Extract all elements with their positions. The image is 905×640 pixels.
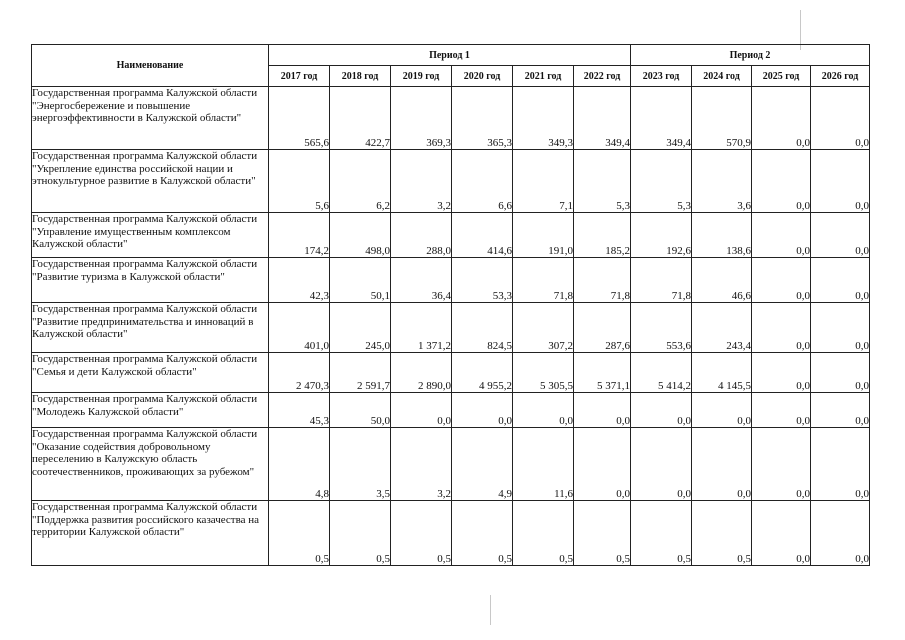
value-cell: 0,0 [811,303,870,353]
value-cell: 0,0 [692,428,752,501]
value-cell: 185,2 [574,213,631,258]
year-header: 2017 год [269,66,330,87]
name-column-header: Наименование [32,45,269,87]
table-row [32,393,870,428]
value-cell: 4,9 [452,428,513,501]
year-header: 2019 год [391,66,452,87]
value-cell: 0,5 [692,501,752,566]
value-cell: 0,0 [752,353,811,393]
table-row [32,213,870,258]
value-cell: 0,5 [391,501,452,566]
value-cell: 0,5 [574,501,631,566]
period-1-header: Период 1 [269,45,631,66]
value-cell: 0,5 [330,501,391,566]
value-cell: 11,6 [513,428,574,501]
value-cell: 0,0 [752,258,811,303]
value-cell: 0,0 [752,150,811,213]
value-cell: 307,2 [513,303,574,353]
value-cell: 3,2 [391,428,452,501]
table-row [32,87,870,150]
value-cell: 0,0 [452,393,513,428]
value-cell: 2 591,7 [330,353,391,393]
value-cell: 414,6 [452,213,513,258]
value-cell: 5,3 [574,150,631,213]
value-cell: 0,0 [752,393,811,428]
value-cell: 349,4 [631,87,692,150]
value-cell: 0,0 [752,87,811,150]
value-cell: 4 955,2 [452,353,513,393]
value-cell: 191,0 [513,213,574,258]
value-cell: 0,5 [513,501,574,566]
value-cell: 5,6 [269,150,330,213]
value-cell: 570,9 [692,87,752,150]
program-name-cell: Государственная программа Калужской области "Развитие туризма в Калужской области" [32,258,269,303]
value-cell: 3,2 [391,150,452,213]
value-cell: 174,2 [269,213,330,258]
value-cell: 565,6 [269,87,330,150]
value-cell: 2 470,3 [269,353,330,393]
program-name-cell: Государственная программа Калужской области "Поддержка развития российского казачества на территории Калужской области" [32,501,269,566]
program-name-cell: Государственная программа Калужской области "Управление имущественным комплексом Калужской области" [32,213,269,258]
value-cell: 36,4 [391,258,452,303]
program-name-cell: Государственная программа Калужской области "Развитие предпринимательства и инноваций в Калужской области" [32,303,269,353]
value-cell: 71,8 [631,258,692,303]
value-cell: 0,0 [811,428,870,501]
value-cell: 46,6 [692,258,752,303]
value-cell: 369,3 [391,87,452,150]
year-header: 2018 год [330,66,391,87]
value-cell: 245,0 [330,303,391,353]
value-cell: 0,0 [574,393,631,428]
value-cell: 0,0 [692,393,752,428]
value-cell: 53,3 [452,258,513,303]
value-cell: 0,5 [452,501,513,566]
value-cell: 0,0 [811,87,870,150]
value-cell: 5 305,5 [513,353,574,393]
table-row [32,258,870,303]
value-cell: 288,0 [391,213,452,258]
value-cell: 5 414,2 [631,353,692,393]
value-cell: 3,5 [330,428,391,501]
value-cell: 3,6 [692,150,752,213]
value-cell: 0,0 [811,213,870,258]
value-cell: 824,5 [452,303,513,353]
value-cell: 5,3 [631,150,692,213]
value-cell: 71,8 [574,258,631,303]
year-header: 2020 год [452,66,513,87]
value-cell: 42,3 [269,258,330,303]
scan-artifact [490,595,491,625]
value-cell: 422,7 [330,87,391,150]
value-cell: 1 371,2 [391,303,452,353]
value-cell: 192,6 [631,213,692,258]
value-cell: 0,0 [752,213,811,258]
value-cell: 0,0 [811,393,870,428]
value-cell: 401,0 [269,303,330,353]
value-cell: 553,6 [631,303,692,353]
value-cell: 0,5 [269,501,330,566]
table-row [32,353,870,393]
value-cell: 7,1 [513,150,574,213]
value-cell: 0,0 [752,303,811,353]
value-cell: 0,0 [811,501,870,566]
value-cell: 4 145,5 [692,353,752,393]
program-name-cell: Государственная программа Калужской области "Семья и дети Калужской области" [32,353,269,393]
value-cell: 0,0 [752,428,811,501]
program-name-cell: Государственная программа Калужской области "Энергосбережение и повышение энергоэффективности в Калужской области" [32,87,269,150]
year-header: 2024 год [692,66,752,87]
year-header: 2025 год [752,66,811,87]
value-cell: 2 890,0 [391,353,452,393]
table-body [32,87,870,566]
value-cell: 0,0 [752,501,811,566]
value-cell: 349,3 [513,87,574,150]
value-cell: 0,0 [574,428,631,501]
program-name-cell: Государственная программа Калужской области "Молодежь Калужской области" [32,393,269,428]
year-header: 2023 год [631,66,692,87]
table-row [32,303,870,353]
program-name-cell: Государственная программа Калужской области "Оказание содействия добровольному переселению в Калужскую область соотечественников, проживающих за рубежом" [32,428,269,501]
value-cell: 6,2 [330,150,391,213]
value-cell: 50,1 [330,258,391,303]
value-cell: 71,8 [513,258,574,303]
value-cell: 365,3 [452,87,513,150]
value-cell: 0,0 [391,393,452,428]
table-row [32,501,870,566]
value-cell: 50,0 [330,393,391,428]
year-header: 2022 год [574,66,631,87]
year-header: 2021 год [513,66,574,87]
value-cell: 5 371,1 [574,353,631,393]
value-cell: 0,0 [811,353,870,393]
period-2-header: Период 2 [631,45,870,66]
value-cell: 0,0 [631,428,692,501]
value-cell: 349,4 [574,87,631,150]
value-cell: 45,3 [269,393,330,428]
value-cell: 0,5 [631,501,692,566]
value-cell: 4,8 [269,428,330,501]
value-cell: 0,0 [811,150,870,213]
value-cell: 0,0 [513,393,574,428]
table-row [32,150,870,213]
value-cell: 243,4 [692,303,752,353]
value-cell: 0,0 [811,258,870,303]
value-cell: 6,6 [452,150,513,213]
value-cell: 138,6 [692,213,752,258]
program-name-cell: Государственная программа Калужской области "Укрепление единства российской нации и этнокультурное развитие в Калужской области" [32,150,269,213]
table-row [32,428,870,501]
year-header: 2026 год [811,66,870,87]
budget-table [31,44,870,566]
value-cell: 0,0 [631,393,692,428]
value-cell: 287,6 [574,303,631,353]
value-cell: 498,0 [330,213,391,258]
